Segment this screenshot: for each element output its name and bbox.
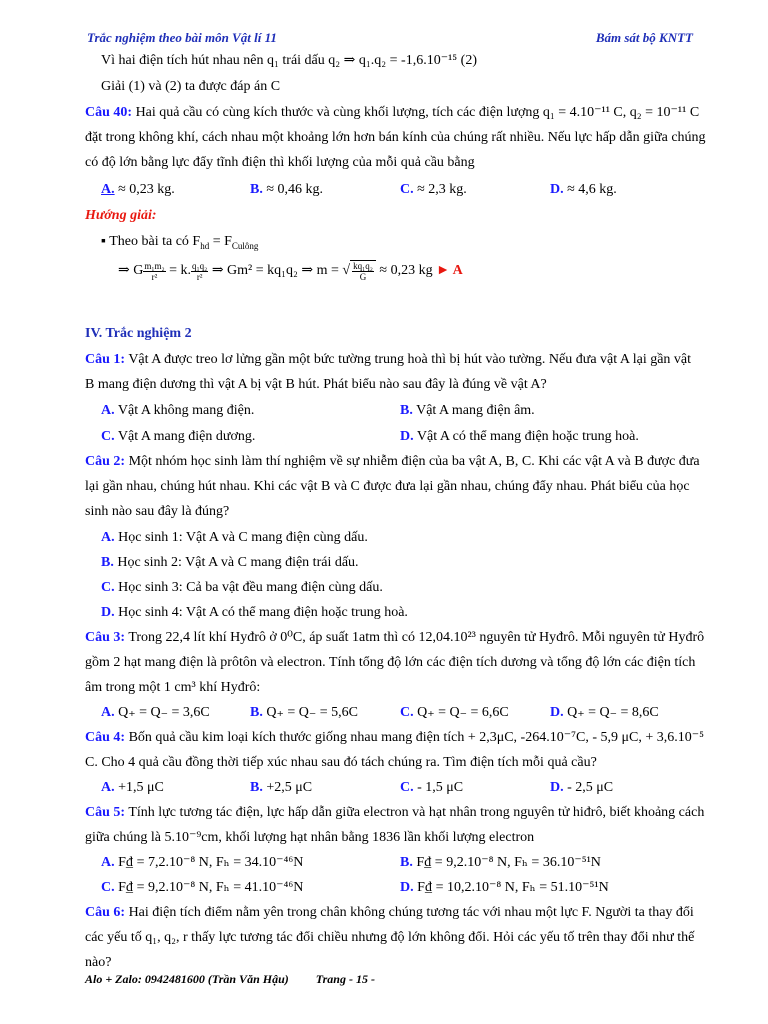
- option-b: B. ≈ 0,46 kg.: [250, 182, 324, 197]
- question-text: đặt trong không khí, cách nhau một khoảng lớn hơn bán kính của chúng rất nhiều. Nếu lực hấp dẫn giữa chúng: [85, 130, 706, 145]
- option-a: A. Vật A không mang điện.: [101, 403, 255, 418]
- option-d: D. Học sinh 4: Vật A có thể mang điện hoặc trung hoà.: [101, 605, 408, 620]
- option-a: A. ≈ 0,23 kg.: [101, 182, 175, 197]
- fraction: $\frac{\text{kq₁q₂}}{G}$: [353, 261, 373, 282]
- option-d: D. Vật A có thể mang điện hoặc trung hoà.: [400, 429, 639, 444]
- question-text: giữa chúng là 5.10⁻⁹cm, khối lượng hạt nhân bằng 1836 lần khối lượng electron: [85, 830, 535, 845]
- question-40: [85, 104, 700, 122]
- question-text: các yếu tố q₁, q₂, r thấy lực tương tác đổi chiều nhưng độ lớn không đổi. Hỏi các yếu tố trên thay đổi như thế: [85, 930, 695, 945]
- option-c: C. ≈ 2,3 kg.: [400, 182, 467, 197]
- guide-formula: ⇒ G $\frac{\text{m₁m₂}}{\text{r²}}$ = k. $\frac{\text{q₁q₂}}{\text{r²}}$ ⇒ Gm² = kq₁q₂ ⇒ m = √ $\frac{\text{kq₁q₂}}{G}$ ≈ 0,23 kg ► A: [118, 260, 463, 282]
- guide-label: Hướng giải:: [85, 208, 157, 223]
- text-line: Giải (1) và (2) ta được đáp án C: [101, 79, 281, 94]
- question-text: có độ lớn bằng lực đẩy tĩnh điện thì khối lượng của mỗi quả cầu bằng: [85, 155, 475, 170]
- question-2: Câu 2: Một nhóm học sinh làm thí nghiệm về sự nhiễm điện của ba vật A, B, C. Khi các vật A và B được đưa: [85, 454, 700, 469]
- option-c: C. F₫ = 9,2.10⁻⁸ N, Fₕ = 41.10⁻⁴⁶N: [101, 880, 304, 895]
- option-c: C. Vật A mang điện dương.: [101, 429, 256, 444]
- section-title: IV. Trắc nghiệm 2: [85, 326, 192, 341]
- fraction: $\frac{\text{m₁m₂}}{\text{r²}}$: [144, 260, 165, 282]
- question-text: Hai quả cầu có cùng kích thước và cùng khối lượng, tích các điện lượng q₁ = 4.10⁻¹¹ C, q₂ = 10⁻¹¹ C: [135, 105, 700, 120]
- header-left: Trắc nghiệm theo bài môn Vật lí 11: [87, 30, 277, 45]
- option-a: A. Học sinh 1: Vật A và C mang điện cùng dấu.: [101, 530, 368, 545]
- answer-marker: ► A: [436, 263, 463, 279]
- option-c: C. Q₊ = Q₋ = 6,6C: [400, 705, 509, 720]
- question-text: âm trong một 1 cm³ khí Hyđrô:: [85, 680, 261, 695]
- option-a: A. F₫ = 7,2.10⁻⁸ N, Fₕ = 34.10⁻⁴⁶N: [101, 855, 304, 870]
- question-text: sinh nào sau đây là đúng?: [85, 504, 230, 519]
- question-text: C. Cho 4 quả cầu đồng thời tiếp xúc nhau sau đó tách chúng ra. Tìm điện tích mỗi quả cầu?: [85, 755, 597, 770]
- header-right: Bám sát bộ KNTT: [595, 30, 693, 45]
- option-d: D. Q₊ = Q₋ = 8,6C: [550, 705, 659, 720]
- question-text: gồm 2 hạt mang điện là prôtôn và electron. Tính tổng độ lớn các điện tích dương và tổng độ lớn các điện tích: [85, 655, 696, 670]
- option-b: B. Q₊ = Q₋ = 5,6C: [250, 705, 358, 720]
- option-c: C. - 1,5 μC: [400, 780, 464, 795]
- option-b: B. +2,5 μC: [250, 780, 313, 795]
- option-d: D. - 2,5 μC: [550, 780, 614, 795]
- question-text: B mang điện dương thì vật A bị vật B hút. Phát biểu nào sau đây là đúng về vật A?: [85, 377, 547, 392]
- text-line: Vì hai điện tích hút nhau nên q₁ trái dấu q₂ ⇒ q₁.q₂ = -1,6.10⁻¹⁵ (2): [101, 53, 477, 68]
- question-1: Câu 1: Vật A được treo lơ lửng gần một bức tường trung hoà thì bị hút vào tường. Nếu đưa vật A lại gần vật: [85, 352, 692, 367]
- option-b: B. Vật A mang điện âm.: [400, 403, 535, 418]
- page-footer: Alo + Zalo: 0942481600 (Trần Văn Hậu) Trang - 15 -: [85, 972, 375, 986]
- question-text: lại gần nhau, chúng hút nhau. Khi các vật B và C được đưa lại gần nhau, chúng đẩy nhau. Phát biểu của học: [85, 479, 690, 494]
- question-5: Câu 5: Tính lực tương tác điện, lực hấp dẫn giữa electron và hạt nhân trong nguyên tử hiđrô, biết khoảng cách: [85, 805, 705, 820]
- option-b: B. Học sinh 2: Vật A và C mang điện trái dấu.: [101, 555, 359, 570]
- question-4: Câu 4: Bốn quả cầu kim loại kích thước giống nhau mang điện tích + 2,3μC, -264.10⁻⁷C, - 5,9 μC, + 3,6.10⁻⁵: [85, 730, 704, 745]
- sqrt-icon: √: [342, 263, 351, 279]
- fraction: $\frac{\text{q₁q₂}}{\text{r²}}$: [192, 260, 208, 282]
- option-a: A. +1,5 μC: [101, 780, 164, 795]
- option-a: A. Q₊ = Q₋ = 3,6C: [101, 705, 210, 720]
- option-d: D. ≈ 4,6 kg.: [550, 182, 617, 197]
- guide-bullet: ▪ Theo bài ta có $F_{hd} = F_{Culông}$: [101, 234, 259, 251]
- question-3: Câu 3: Trong 22,4 lít khí Hyđrô ở 0⁰C, áp suất 1atm thì có 12,04.10²³ nguyên tử Hyđrô. Mỗi nguyên tử Hyđrô: [85, 630, 705, 645]
- option-c: C. Học sinh 3: Cả ba vật đều mang điện cùng dấu.: [101, 580, 383, 595]
- question-6: Câu 6: Hai điện tích điểm nằm yên trong chân không chúng tương tác với nhau một lực F. Người ta thay đổi: [85, 905, 694, 920]
- option-d: D. F₫ = 10,2.10⁻⁸ N, Fₕ = 51.10⁻⁵¹N: [400, 880, 609, 895]
- option-b: B. F₫ = 9,2.10⁻⁸ N, Fₕ = 36.10⁻⁵¹N: [400, 855, 601, 870]
- question-text: nào?: [85, 955, 112, 970]
- question-label: Câu 40:: [85, 105, 133, 120]
